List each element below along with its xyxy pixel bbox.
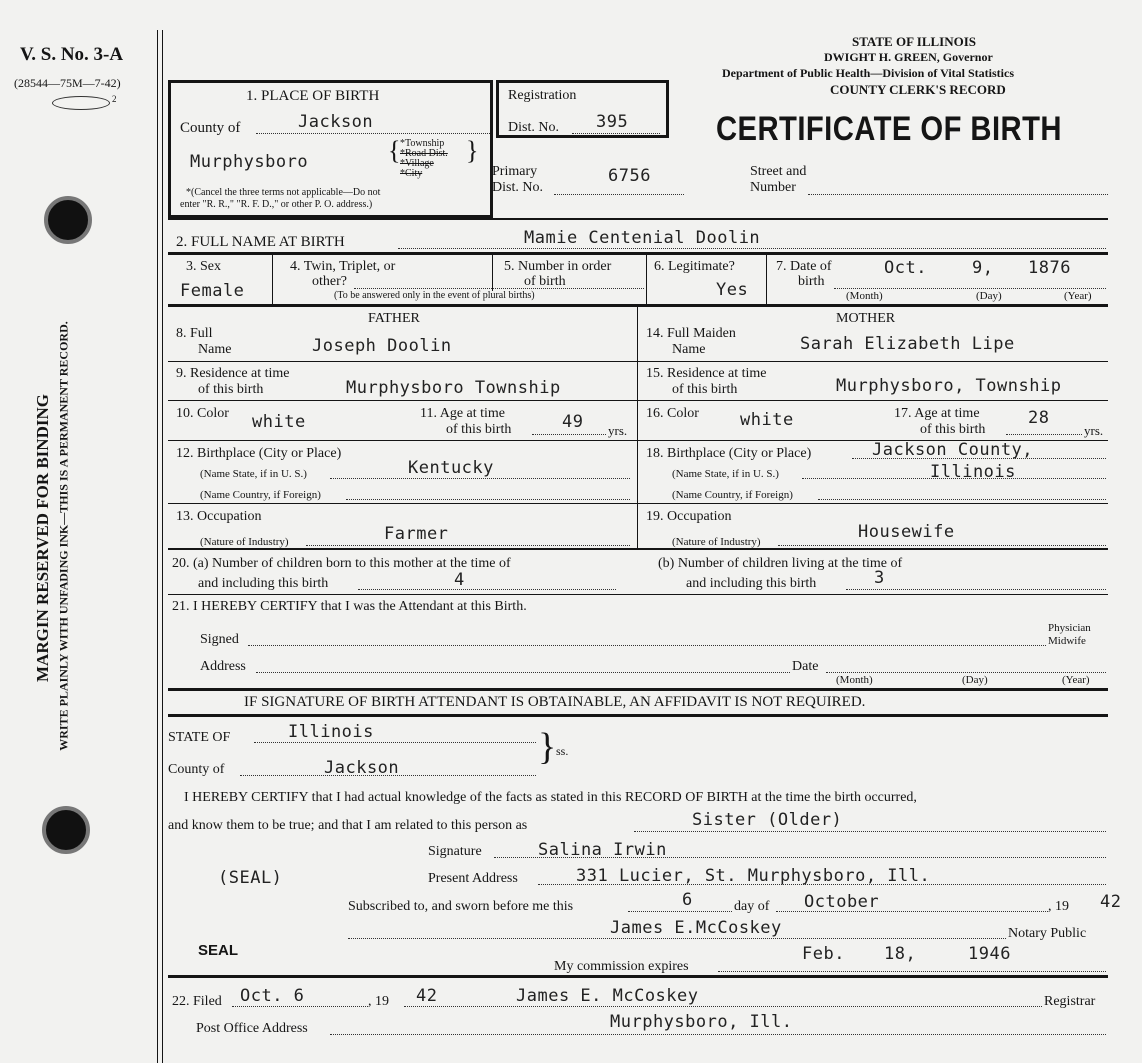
road-option: *Road Dist. xyxy=(400,148,448,159)
notary-name-value: James E.McCoskey xyxy=(610,918,782,938)
present-address-value: 331 Lucier, St. Murphysboro, Ill. xyxy=(576,866,931,886)
filed-date-value: Oct. 6 xyxy=(240,986,305,1006)
mother-res-label-2: of this birth xyxy=(672,382,738,397)
primary-dist-value: 6756 xyxy=(608,166,651,186)
ss-label: ss. xyxy=(556,744,569,758)
father-res-value: Murphysboro Township xyxy=(346,378,561,398)
county-of-label: County of xyxy=(180,120,241,136)
permanent-record-text: WRITE PLAINLY WITH UNFADING INK—THIS IS A PERMANENT RECORD. xyxy=(56,321,71,751)
plural-note: (To be answered only in the event of plural births) xyxy=(334,290,535,301)
registrar-label: Registrar xyxy=(1044,994,1096,1009)
order-label-2: of birth xyxy=(524,274,566,289)
signed-label: Signed xyxy=(200,632,239,647)
birth-day-value: 9, xyxy=(972,258,994,278)
day-of-label: day of xyxy=(734,899,770,914)
present-address-label: Present Address xyxy=(428,871,518,886)
commission-year-value: 1946 xyxy=(968,944,1011,964)
mother-color-value: white xyxy=(740,410,794,430)
birth-month-value: Oct. xyxy=(884,258,927,278)
ss-brace-icon: } xyxy=(538,726,557,768)
children-born-label-1: 20. (a) Number of children born to this mother at the time of xyxy=(172,556,511,571)
father-yrs-label: yrs. xyxy=(608,423,628,438)
physician-label: Physician xyxy=(1048,622,1091,634)
certify-knowledge-2: and know them to be true; and that I am related to this person as xyxy=(168,818,528,833)
primary-dist-label: Dist. No. xyxy=(492,180,543,195)
certify-knowledge-1: I HEREBY CERTIFY that I had actual knowledge of the facts as stated in this RECORD OF BIRTH at the time the birth occurred, xyxy=(184,790,917,805)
sworn-year-value: 42 xyxy=(1100,892,1122,912)
filed-year-value: 42 xyxy=(416,986,438,1006)
children-born-label-2: and including this birth xyxy=(198,576,329,591)
subscribed-label: Subscribed to, and sworn before me this xyxy=(348,899,574,914)
mother-occ-value: Housewife xyxy=(858,522,955,542)
father-age-label-2: of this birth xyxy=(446,422,512,437)
registrar-name-value: James E. McCoskey xyxy=(516,986,699,1006)
father-res-label-2: of this birth xyxy=(198,382,264,397)
date-label-1: 7. Date of xyxy=(776,259,832,274)
father-age-label-1: 11. Age at time xyxy=(420,406,506,421)
seal-label: (SEAL) xyxy=(218,868,283,888)
mother-age-label-1: 17. Age at time xyxy=(894,406,980,421)
number-label: Number xyxy=(750,180,796,195)
father-name-value: Joseph Doolin xyxy=(312,336,452,356)
cancel-note-1: *(Cancel the three terms not applicable—Do not xyxy=(186,187,381,198)
sworn-day-value: 6 xyxy=(682,890,693,910)
year-caption: (Year) xyxy=(1064,290,1092,302)
print-code: (28544—75M—7-42) xyxy=(14,76,121,90)
margin-rule-1 xyxy=(157,30,158,1063)
mother-nature-caption: (Nature of Industry) xyxy=(672,536,761,548)
children-living-value: 3 xyxy=(874,568,885,588)
father-name-label-2: Name xyxy=(198,342,232,357)
midwife-label: Midwife xyxy=(1048,635,1086,647)
margin-reserved-text: MARGIN RESERVED FOR BINDING xyxy=(33,394,52,682)
reg-dist-label: Dist. No. xyxy=(508,120,559,135)
binding-hole-bottom-icon xyxy=(42,806,90,854)
date-label-2: birth xyxy=(798,274,825,289)
mother-bp-value-1: Jackson County, xyxy=(872,440,1034,460)
twin-label-2: other? xyxy=(312,274,347,289)
margin-rule-2 xyxy=(162,30,163,1063)
seal-heading: SEAL xyxy=(198,942,239,959)
father-bp-value: Kentucky xyxy=(408,458,494,478)
mother-country-caption: (Name Country, if Foreign) xyxy=(672,489,793,501)
address-label: Address xyxy=(200,659,246,674)
mother-heading: MOTHER xyxy=(836,311,896,326)
affidavit-county-value: Jackson xyxy=(324,758,400,778)
mother-name-label-2: Name xyxy=(672,342,706,357)
filed-label: 22. Filed xyxy=(172,994,222,1009)
full-name-value: Mamie Centenial Doolin xyxy=(524,228,761,248)
father-occ-value: Farmer xyxy=(384,524,449,544)
certificate-title: CERTIFICATE OF BIRTH xyxy=(716,110,1062,148)
father-name-label-1: 8. Full xyxy=(176,326,213,341)
reg-dist-value: 395 xyxy=(596,112,629,132)
twin-label-1: 4. Twin, Triplet, or xyxy=(290,259,396,274)
signature-value: Salina Irwin xyxy=(538,840,667,860)
registration-label: Registration xyxy=(508,88,577,103)
sworn-month-value: October xyxy=(804,892,880,912)
sex-label: 3. Sex xyxy=(186,259,221,274)
father-country-caption: (Name Country, if Foreign) xyxy=(200,489,321,501)
brace-icon: { xyxy=(388,136,401,165)
state-of-label: STATE OF xyxy=(168,730,231,745)
month-caption-2: (Month) xyxy=(836,674,873,686)
union-label-icon xyxy=(52,96,110,110)
cancel-note-2: enter "R. R.," "R. F. D.," or other P. O. address.) xyxy=(180,199,373,210)
affidavit-state-value: Illinois xyxy=(288,722,374,742)
affidavit-note: IF SIGNATURE OF BIRTH ATTENDANT IS OBTAINABLE, AN AFFIDAVIT IS NOT REQUIRED. xyxy=(244,694,866,710)
commission-month-value: Feb. xyxy=(802,944,845,964)
father-color-value: white xyxy=(252,412,306,432)
mother-name-value: Sarah Elizabeth Lipe xyxy=(800,334,1015,354)
governor-line: DWIGHT H. GREEN, Governor xyxy=(824,50,993,64)
township-option: *Township xyxy=(400,138,445,149)
mother-occ-label: 19. Occupation xyxy=(646,509,732,524)
attendant-certify: 21. I HEREBY CERTIFY that I was the Attendant at this Birth. xyxy=(172,599,527,614)
nineteen-label: , 19 xyxy=(1048,899,1069,914)
father-res-label-1: 9. Residence at time xyxy=(176,366,290,381)
county-value: Jackson xyxy=(298,112,374,132)
mother-res-label-1: 15. Residence at time xyxy=(646,366,767,381)
mother-res-value: Murphysboro, Township xyxy=(836,376,1062,396)
full-name-label: 2. FULL NAME AT BIRTH xyxy=(176,234,345,250)
day-caption: (Day) xyxy=(976,290,1002,302)
brace-close-icon: } xyxy=(466,136,479,165)
father-occ-label: 13. Occupation xyxy=(176,509,262,524)
birth-year-value: 1876 xyxy=(1028,258,1071,278)
children-born-value: 4 xyxy=(454,570,465,590)
primary-label: Primary xyxy=(492,164,538,179)
sex-value: Female xyxy=(180,281,245,301)
relation-value: Sister (Older) xyxy=(692,810,843,830)
city-option: *City xyxy=(400,168,423,179)
father-state-caption: (Name State, if in U. S.) xyxy=(200,468,307,480)
mother-state-caption: (Name State, if in U. S.) xyxy=(672,468,779,480)
post-office-label: Post Office Address xyxy=(196,1021,308,1036)
children-living-label-2: and including this birth xyxy=(686,576,817,591)
father-age-value: 49 xyxy=(562,412,584,432)
commission-day-value: 18, xyxy=(884,944,917,964)
union-mark: 2 xyxy=(112,94,117,104)
place-of-birth-label: 1. PLACE OF BIRTH xyxy=(246,88,380,104)
mother-color-label: 16. Color xyxy=(646,406,699,421)
state-heading: STATE OF ILLINOIS xyxy=(852,34,977,49)
county-record-line: COUNTY CLERK'S RECORD xyxy=(830,82,1006,97)
signature-label: Signature xyxy=(428,844,482,859)
year-caption-2: (Year) xyxy=(1062,674,1090,686)
legitimate-label: 6. Legitimate? xyxy=(654,259,735,274)
order-label-1: 5. Number in order xyxy=(504,259,612,274)
filed-nineteen-label: , 19 xyxy=(368,994,389,1009)
city-value: Murphysboro xyxy=(190,152,309,172)
mother-bp-value-2: Illinois xyxy=(930,462,1016,482)
father-color-label: 10. Color xyxy=(176,406,229,421)
street-label: Street and xyxy=(750,164,807,179)
legitimate-value: Yes xyxy=(716,280,749,300)
children-living-label-1: (b) Number of children living at the time of xyxy=(658,556,903,571)
form-number: V. S. No. 3-A xyxy=(20,44,124,65)
date-label: Date xyxy=(792,659,819,674)
binding-hole-top-icon xyxy=(44,196,92,244)
county-of-affidavit-label: County of xyxy=(168,762,225,777)
day-caption-2: (Day) xyxy=(962,674,988,686)
post-office-value: Murphysboro, Ill. xyxy=(610,1012,793,1032)
month-caption: (Month) xyxy=(846,290,883,302)
mother-age-value: 28 xyxy=(1028,408,1050,428)
father-bp-label: 12. Birthplace (City or Place) xyxy=(176,446,342,461)
village-option: *Village xyxy=(400,158,434,169)
mother-age-label-2: of this birth xyxy=(920,422,986,437)
mother-name-label-1: 14. Full Maiden xyxy=(646,326,736,341)
father-nature-caption: (Nature of Industry) xyxy=(200,536,289,548)
department-line: Department of Public Health—Division of Vital Statistics xyxy=(722,66,1014,80)
commission-label: My commission expires xyxy=(554,959,689,974)
father-heading: FATHER xyxy=(368,311,420,326)
mother-yrs-label: yrs. xyxy=(1084,423,1104,438)
notary-label: Notary Public xyxy=(1008,926,1087,941)
mother-bp-label: 18. Birthplace (City or Place) xyxy=(646,446,812,461)
